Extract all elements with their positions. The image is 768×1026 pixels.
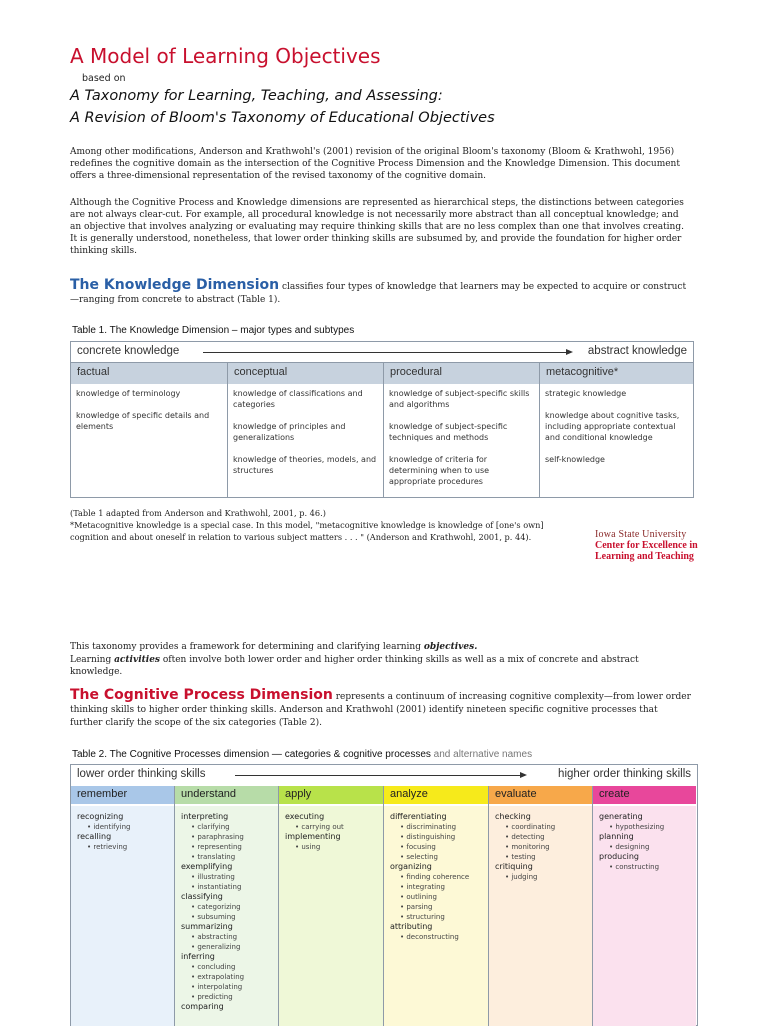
alternative-name-text: designing (615, 843, 650, 851)
alternative-name (400, 842, 482, 852)
alternative-name (400, 872, 482, 882)
framework-line-2 (70, 654, 692, 678)
cognitive-process: attributing (390, 922, 433, 931)
framework-text: often involve both lower order and higher order thinking skills as well as a mix of concrete and abstract knowledge. (70, 655, 639, 677)
alternative-name (191, 982, 272, 992)
alternative-name (505, 872, 586, 882)
column-header-conceptual: conceptual (234, 366, 288, 378)
column-header-factual: factual (77, 366, 110, 378)
bullet-icon: • (609, 863, 616, 871)
alternative-name-text: instantiating (197, 883, 242, 891)
bullet-icon: • (505, 853, 512, 861)
list-item: knowledge of theories, models, and structures (233, 455, 377, 475)
alternative-name (400, 832, 482, 842)
alternative-name (400, 822, 482, 832)
alternative-name-text: interpolating (197, 983, 243, 991)
bullet-icon: • (400, 843, 407, 851)
bullet-icon: • (609, 843, 616, 851)
bullet-icon: • (400, 903, 407, 911)
bullet-icon: • (400, 933, 407, 941)
table-cell-conceptual (228, 384, 383, 497)
alternative-name-text: hypothesizing (615, 823, 665, 831)
alternative-name (400, 902, 482, 912)
alternative-name-text: subsuming (197, 913, 236, 921)
right-arrow-icon (235, 775, 525, 776)
alternative-name-text: focusing (406, 843, 436, 851)
alternative-name-text: parsing (406, 903, 433, 911)
table-cell-create (593, 806, 696, 1026)
alternative-name (191, 832, 272, 842)
table-cell-remember (71, 806, 174, 1026)
alternative-name (505, 832, 586, 842)
lower-order-label: lower order thinking skills (77, 768, 206, 780)
alternative-name (295, 822, 377, 832)
based-on-label: based on (82, 73, 126, 84)
list-item: knowledge of terminology (76, 389, 181, 398)
center-name-line-2: Learning and Teaching (595, 551, 694, 562)
alternative-name-text: translating (197, 853, 236, 861)
alternative-name-text: retrieving (93, 843, 128, 851)
alternative-name-text: detecting (511, 833, 545, 841)
alternative-name-text: concluding (197, 963, 236, 971)
alternative-name (191, 872, 272, 882)
cognitive-process-text: represents a continuum of increasing cognitive complexity—from lower order thinking skills to higher order thinking skills. Anderson and Krathwohl (2001) identify nineteen specific cognitive processes that further clarify the scope of the six categories (Table 2). (70, 692, 691, 728)
alternative-name (400, 852, 482, 862)
bullet-icon: • (400, 883, 407, 891)
bullet-icon: • (191, 993, 198, 1001)
alternative-name (191, 902, 272, 912)
column-divider (227, 363, 228, 497)
iowa-state-university-logo (595, 529, 705, 562)
alternative-name-text: paraphrasing (197, 833, 244, 841)
cognitive-process: organizing (390, 862, 432, 871)
column-header-procedural: procedural (390, 366, 442, 378)
cognitive-process: recognizing (77, 812, 124, 821)
alternative-name (191, 972, 272, 982)
alternative-name (191, 842, 272, 852)
bullet-icon: • (191, 873, 198, 881)
table1-source-note: (Table 1 adapted from Anderson and Krathwohl, 2001, p. 46.) (70, 508, 326, 518)
framework-text: Learning (70, 655, 115, 665)
table-cell-understand (175, 806, 278, 1026)
table2-caption (72, 749, 532, 760)
alternative-name (400, 932, 482, 942)
alternative-name-text: generalizing (197, 943, 241, 951)
cognitive-process: inferring (181, 952, 215, 961)
alternative-name (191, 822, 272, 832)
higher-order-label: higher order thinking skills (558, 768, 691, 780)
knowledge-dimension-heading: The Knowledge Dimension (70, 277, 280, 293)
framework-line-1 (70, 641, 692, 653)
list-item: knowledge of subject-specific techniques and methods (389, 422, 508, 442)
alternative-name (400, 892, 482, 902)
column-divider (174, 786, 175, 1026)
cognitive-process: generating (599, 812, 643, 821)
alternative-name-text: clarifying (197, 823, 230, 831)
alternative-name (505, 822, 586, 832)
column-header-remember: remember (71, 786, 174, 804)
alternative-name-text: structuring (406, 913, 445, 921)
bullet-icon: • (191, 883, 198, 891)
alternative-name-text: abstracting (197, 933, 238, 941)
column-header-create: create (593, 786, 696, 804)
list-item: knowledge of specific details and elements (76, 411, 210, 431)
list-item: strategic knowledge (545, 389, 627, 398)
bullet-icon: • (295, 823, 302, 831)
alternative-name (295, 842, 377, 852)
alternative-name (505, 842, 586, 852)
alternative-name-text: finding coherence (406, 873, 470, 881)
list-item: knowledge of classifications and categories (233, 389, 363, 409)
table-cell-factual (71, 384, 227, 497)
alternative-name (87, 822, 168, 832)
knowledge-dimension-table (70, 341, 694, 498)
column-header-apply: apply (279, 786, 383, 804)
column-header-metacognitive: metacognitive* (546, 366, 619, 378)
column-divider (383, 786, 384, 1026)
cognitive-process: implementing (285, 832, 341, 841)
abstract-knowledge-label: abstract knowledge (587, 345, 687, 357)
alternative-name-text: extrapolating (197, 973, 245, 981)
bullet-icon: • (191, 843, 198, 851)
bullet-icon: • (400, 833, 407, 841)
cognitive-process: critiquing (495, 862, 533, 871)
bullet-icon: • (191, 963, 198, 971)
bullet-icon: • (505, 823, 512, 831)
intro-paragraph-1: Among other modifications, Anderson and Krathwohl's (2001) revision of the original Bloom's taxonomy (Bloom & Krathwohl, 1956) redefines the cognitive domain as the intersection of the Cognitive Process Dimension and the Knowledge Dimension. This document offers a three-dimensional representation of the revised taxonomy of the cognitive domain. (70, 147, 680, 181)
alternative-name-text: deconstructing (406, 933, 459, 941)
alternative-name-text: predicting (197, 993, 233, 1001)
bullet-icon: • (400, 913, 407, 921)
cognitive-process: executing (285, 812, 325, 821)
list-item: knowledge about cognitive tasks, including appropriate contextual and conditional knowledge (545, 411, 680, 442)
bullet-icon: • (191, 943, 198, 951)
alternative-name-text: selecting (406, 853, 438, 861)
table2-caption-sub: and alternative names (430, 749, 533, 760)
cognitive-process: differentiating (390, 812, 447, 821)
center-name-line-1: Center for Excellence in (595, 540, 698, 551)
bullet-icon: • (609, 823, 616, 831)
table-cell-metacognitive (540, 384, 693, 497)
cognitive-process: comparing (181, 1002, 224, 1011)
cognitive-process: planning (599, 832, 634, 841)
table2-caption-main: Table 2. The Cognitive Processes dimension — categories & cognitive processes (72, 749, 431, 760)
bullet-icon: • (505, 833, 512, 841)
column-divider (488, 786, 489, 1026)
column-header-understand: understand (175, 786, 278, 804)
bullet-icon: • (191, 823, 198, 831)
alternative-name (191, 932, 272, 942)
concrete-knowledge-label: concrete knowledge (77, 345, 180, 357)
bullet-icon: • (191, 913, 198, 921)
alternative-name-text: representing (197, 843, 242, 851)
list-item: knowledge of criteria for determining when to use appropriate procedures (389, 455, 490, 486)
subtitle-line-2: A Revision of Bloom's Taxonomy of Educational Objectives (70, 110, 495, 126)
cognitive-process: exemplifying (181, 862, 233, 871)
alternative-name-text: integrating (406, 883, 445, 891)
alternative-name-text: outlining (406, 893, 437, 901)
alternative-name-text: discriminating (406, 823, 457, 831)
cognitive-process: checking (495, 812, 531, 821)
cognitive-process-table (70, 764, 698, 1026)
bullet-icon: • (191, 903, 198, 911)
bullet-icon: • (191, 933, 198, 941)
alternative-name-text: identifying (93, 823, 131, 831)
cognitive-section-intro (70, 689, 692, 730)
alternative-name (609, 862, 690, 872)
alternative-name-text: coordinating (511, 823, 556, 831)
bullet-icon: • (400, 893, 407, 901)
alternative-name-text: categorizing (197, 903, 241, 911)
alternative-name-text: constructing (615, 863, 660, 871)
bullet-icon: • (87, 843, 94, 851)
alternative-name (400, 882, 482, 892)
cognitive-process: recalling (77, 832, 112, 841)
alternative-name (191, 912, 272, 922)
list-item: knowledge of subject-specific skills and algorithms (389, 389, 530, 409)
intro-paragraph-2: Although the Cognitive Process and Knowledge dimensions are represented as hierarchical steps, the distinctions between categories are not always clear-cut. For example, all procedural knowledge is not necessarily more abstract than all conceptual knowledge; and an objective that involves analyzing or evaluating may require thinking skills that are no less complex than one that involves creating. It is generally understood, nonetheless, that lower order thinking skills are subsumed by, and provide the foundation for higher order thinking skills. (70, 198, 684, 256)
bullet-icon: • (400, 853, 407, 861)
table-cell-apply (279, 806, 383, 1026)
alternative-name-text: carrying out (301, 823, 344, 831)
bullet-icon: • (505, 873, 512, 881)
metacognitive-footnote-line-1: *Metacognitive knowledge is a special case. In this model, "metacognitive knowledge is knowledge of [one's own] (70, 520, 544, 530)
column-divider (592, 786, 593, 1026)
column-divider (539, 363, 540, 497)
bullet-icon: • (87, 823, 94, 831)
cognitive-process: interpreting (181, 812, 229, 821)
bullet-icon: • (400, 873, 407, 881)
column-divider (383, 363, 384, 497)
alternative-name-text: illustrating (197, 873, 235, 881)
metacognitive-footnote-line-2: cognition and about oneself in relation to various subject matters . . . " (Anderson and Krathwohl, 2001, p. 44). (70, 532, 532, 542)
column-divider (278, 786, 279, 1026)
activities-emphasis: activities (114, 655, 160, 665)
knowledge-section-intro (70, 279, 692, 307)
table-cell-procedural (384, 384, 539, 497)
bullet-icon: • (191, 973, 198, 981)
alternative-name (191, 852, 272, 862)
alternative-name (609, 842, 690, 852)
alternative-name (191, 992, 272, 1002)
cognitive-process: summarizing (181, 922, 233, 931)
document-title: A Model of Learning Objectives (70, 44, 381, 68)
cognitive-process-heading: The Cognitive Process Dimension (70, 687, 333, 703)
right-arrow-icon (203, 352, 571, 353)
alternative-name (609, 822, 690, 832)
alternative-name (505, 852, 586, 862)
alternative-name-text: distinguishing (406, 833, 456, 841)
table-cell-evaluate (489, 806, 592, 1026)
bullet-icon: • (400, 823, 407, 831)
subtitle-line-1: A Taxonomy for Learning, Teaching, and Assessing: (70, 88, 443, 104)
knowledge-dimension-text: classifies four types of knowledge that learners may be expected to acquire or construct—ranging from concrete to abstract (Table 1). (70, 282, 687, 305)
table1-caption: Table 1. The Knowledge Dimension – major types and subtypes (72, 325, 355, 336)
alternative-name (191, 942, 272, 952)
alternative-name-text: monitoring (511, 843, 550, 851)
alternative-name-text: judging (511, 873, 538, 881)
column-header-analyze: analyze (384, 786, 488, 804)
bullet-icon: • (191, 833, 198, 841)
list-item: knowledge of principles and generalizations (233, 422, 346, 442)
alternative-name-text: using (301, 843, 321, 851)
bullet-icon: • (191, 983, 198, 991)
column-header-evaluate: evaluate (489, 786, 592, 804)
alternative-name (191, 962, 272, 972)
cognitive-process: classifying (181, 892, 223, 901)
table-cell-analyze (384, 806, 488, 1026)
table2-scale-row (71, 765, 697, 785)
framework-text: This taxonomy provides a framework for determining and clarifying learning (70, 642, 424, 652)
list-item: self-knowledge (545, 455, 605, 464)
objectives-emphasis: objectives. (423, 642, 478, 652)
bullet-icon: • (295, 843, 302, 851)
bullet-icon: • (191, 853, 198, 861)
table1-scale-row (71, 342, 693, 363)
alternative-name (400, 912, 482, 922)
university-name: Iowa State University (595, 529, 687, 540)
bullet-icon: • (505, 843, 512, 851)
alternative-name (191, 882, 272, 892)
alternative-name (87, 842, 168, 852)
cognitive-process: producing (599, 852, 640, 861)
alternative-name-text: testing (511, 853, 536, 861)
